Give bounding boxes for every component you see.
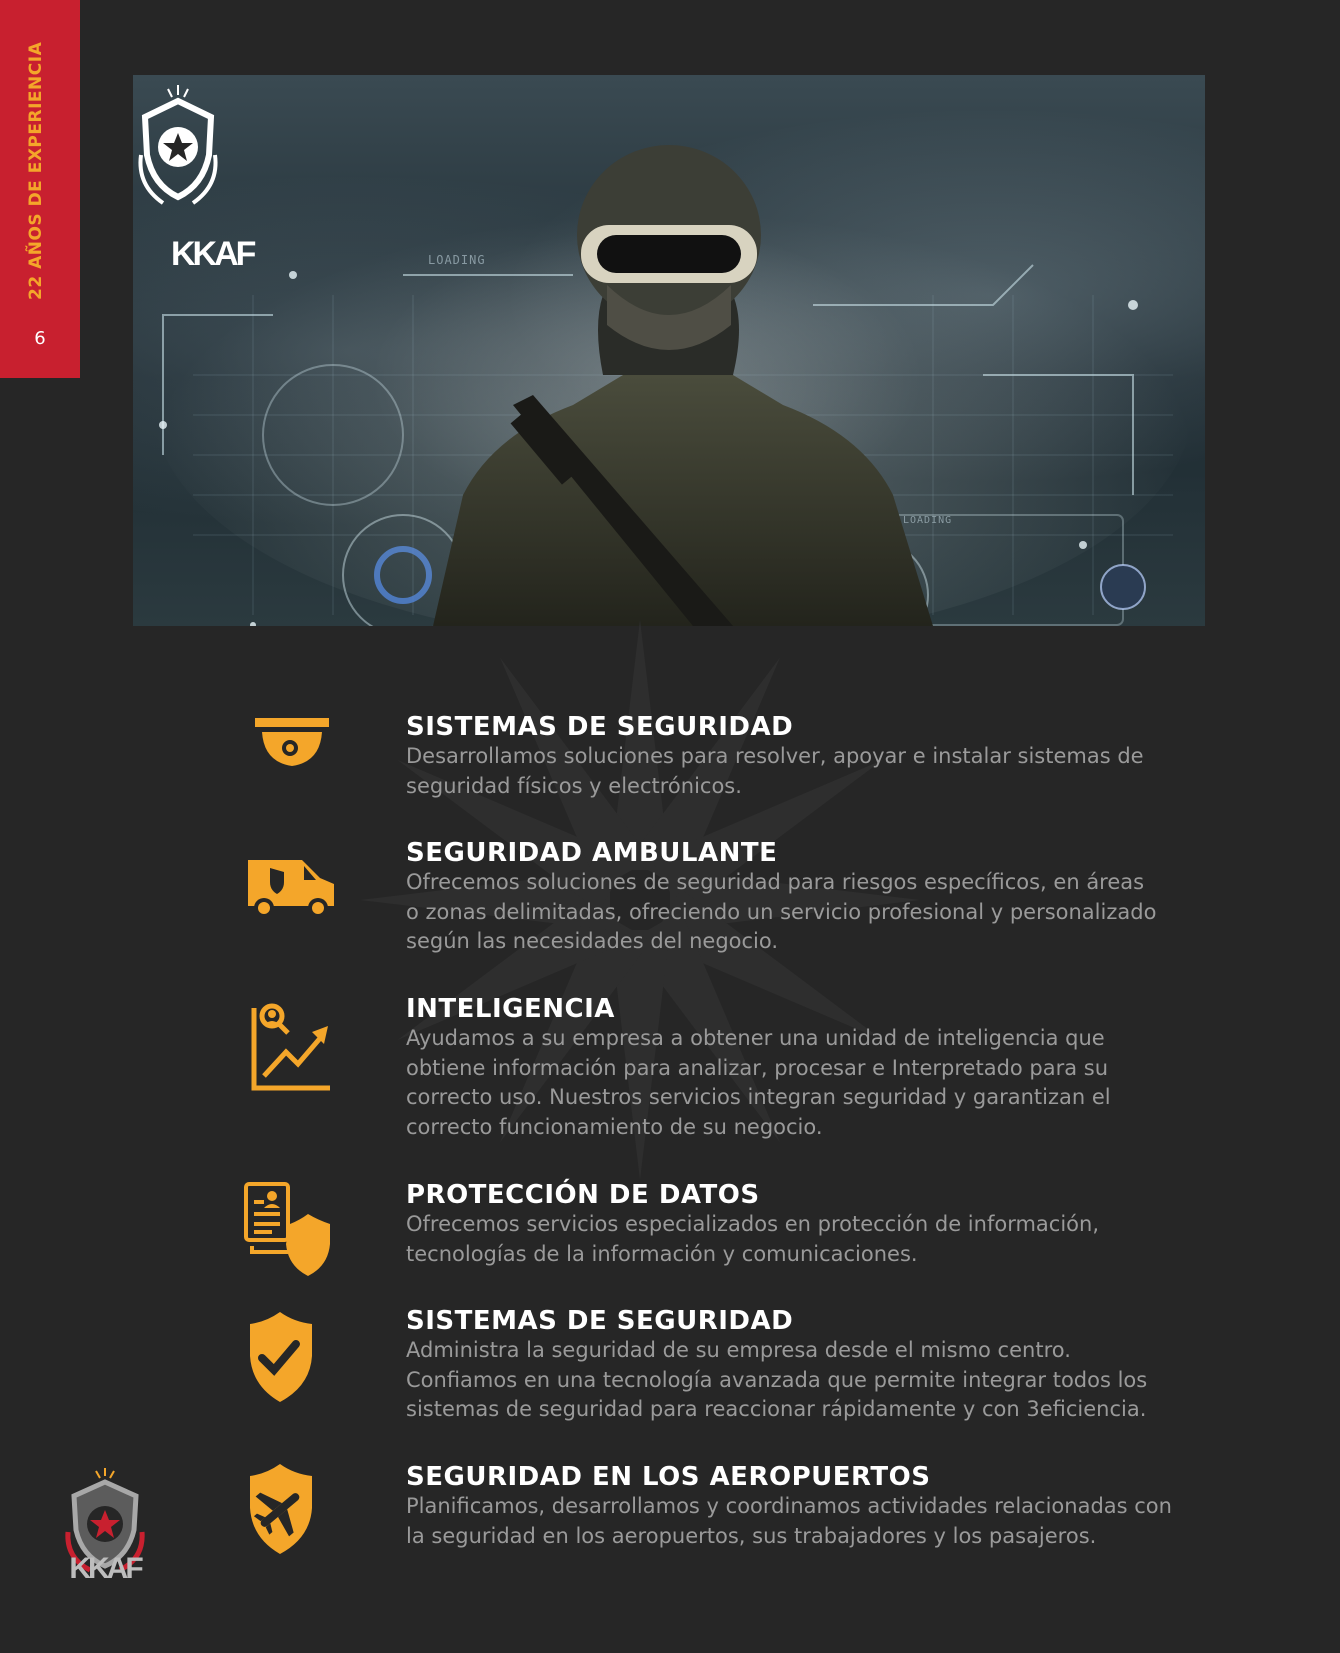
service-description-line: según las necesidades del negocio. <box>406 929 779 953</box>
security-camera-icon <box>240 712 340 812</box>
service-description-line: Confiamos en una tecnología avanzada que permite integrar todos los <box>406 1367 1148 1392</box>
service-description-line: correcto funcionamiento de su negocio. <box>406 1114 823 1139</box>
shield-star-logo-icon <box>133 75 223 235</box>
service-description-line: Ayudamos a su empresa a obtener una unidad de inteligencia que <box>406 1026 1105 1050</box>
service-description-line: o zonas delimitadas, ofreciendo un servicio profesional y personalizado <box>406 899 1157 924</box>
footer-logo-text: KKAF <box>69 1552 141 1585</box>
data-protection-icon <box>240 1180 340 1280</box>
service-title: PROTECCIÓN DE DATOS <box>406 1180 760 1210</box>
hud-label: LOADING <box>903 515 953 526</box>
service-description-line: la seguridad en los aeropuertos, sus trabajadores y los pasajeros. <box>406 1523 1097 1548</box>
service-description-line: Ofrecemos servicios especializados en protección de información, <box>406 1212 1099 1236</box>
hero-illustration <box>133 75 1205 626</box>
service-description-line: Planificamos, desarrollamos y coordinamos actividades relacionadas con <box>406 1494 1172 1518</box>
service-description-line: Administra la seguridad de su empresa desde el mismo centro. <box>406 1338 1071 1362</box>
shield-plane-icon <box>240 1462 340 1562</box>
service-description-line: Desarrollamos soluciones para resolver, apoyar e instalar sistemas de <box>406 744 1144 768</box>
experience-label: 22 AÑOS DE EXPERIENCIA <box>26 41 46 300</box>
service-title: SEGURIDAD EN LOS AEROPUERTOS <box>406 1462 931 1492</box>
security-van-icon <box>240 838 340 938</box>
service-description-line: correcto uso. Nuestros servicios integran seguridad y garantizan el <box>406 1085 1111 1109</box>
hud-label: LOADING <box>428 253 486 267</box>
service-description-line: sistemas de seguridad para reaccionar rápidamente y con 3eficiencia. <box>406 1397 1147 1421</box>
service-title: SISTEMAS DE SEGURIDAD <box>406 712 794 742</box>
service-title: SISTEMAS DE SEGURIDAD <box>406 1306 794 1336</box>
hero-logo-text: KKAF <box>171 235 254 273</box>
hero-image <box>133 75 1205 626</box>
service-description-line: Ofrecemos soluciones de seguridad para riesgos específicos, en áreas <box>406 870 1145 894</box>
service-description-line: seguridad físicos y electrónicos. <box>406 773 742 798</box>
service-title: SEGURIDAD AMBULANTE <box>406 838 778 868</box>
service-description-line: tecnologías de la información y comunicaciones. <box>406 1241 918 1266</box>
side-tab <box>0 0 80 378</box>
page-number: 6 <box>34 328 46 349</box>
intelligence-chart-icon <box>240 994 340 1094</box>
service-description-line: obtiene información para analizar, procesar e Interpretado para su <box>406 1055 1109 1080</box>
service-title: INTELIGENCIA <box>406 994 615 1024</box>
shield-check-icon <box>240 1306 340 1406</box>
